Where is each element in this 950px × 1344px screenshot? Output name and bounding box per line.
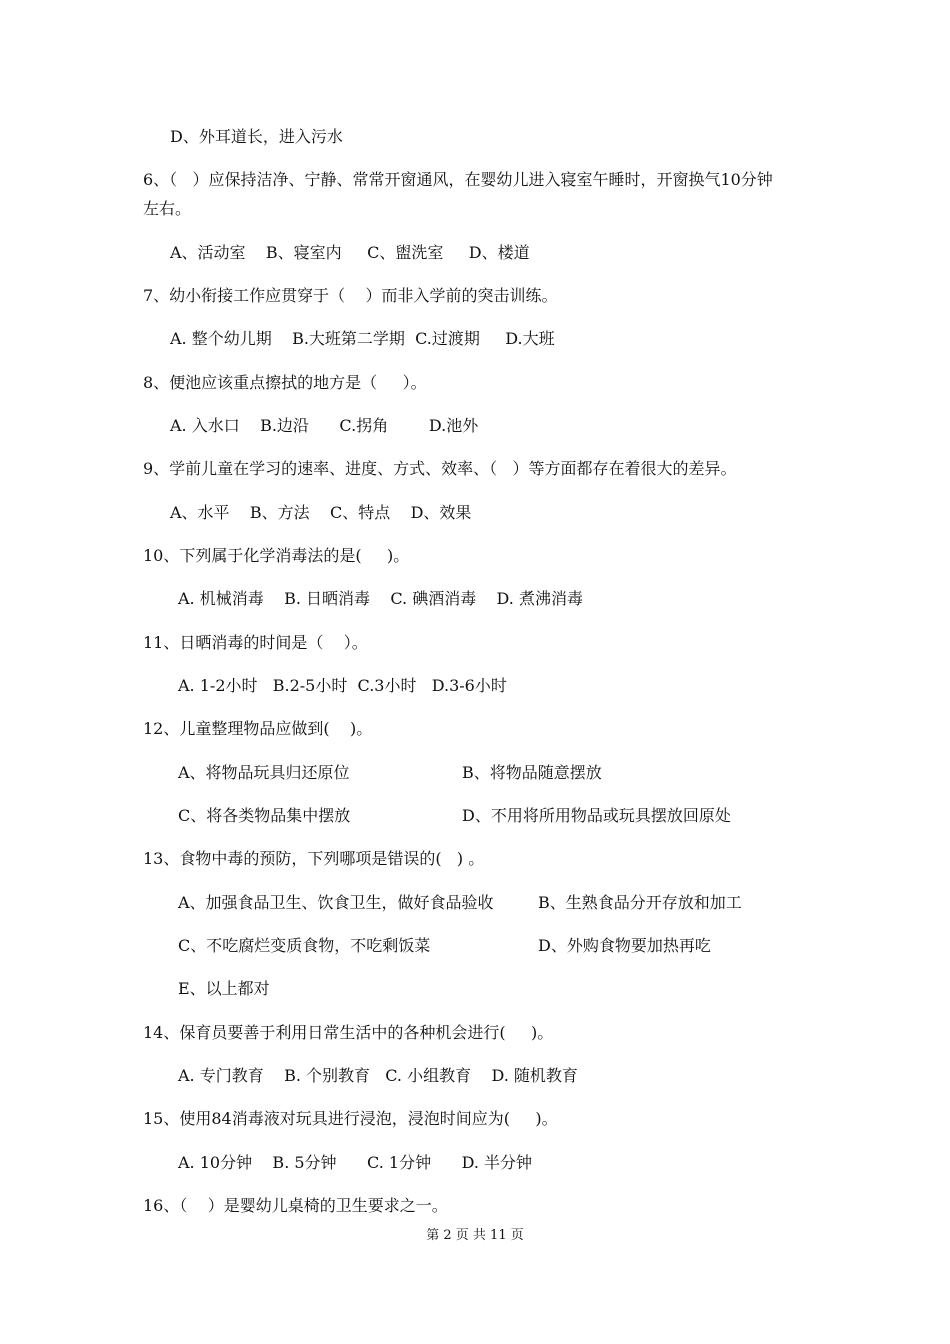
- question-10-options: A. 机械消毒 B. 日晒消毒 C. 碘酒消毒 D. 煮沸消毒: [178, 589, 583, 608]
- option-a: A、加强食品卫生、饮食卫生，做好食品验收: [178, 893, 494, 912]
- question-10: 10、下列属于化学消毒法的是( )。: [143, 546, 410, 565]
- question-8: 8、便池应该重点擦拭的地方是（ ）。: [143, 373, 427, 392]
- option-c: C、将各类物品集中摆放: [178, 806, 351, 825]
- question-13-options-row-2: [178, 933, 950, 959]
- question-7-options: A. 整个幼儿期 B.大班第二学期 C.过渡期 D.大班: [170, 329, 555, 348]
- question-16: 16、（ ）是婴幼儿桌椅的卫生要求之一。: [143, 1196, 448, 1215]
- question-11: 11、日晒消毒的时间是（ ）。: [143, 633, 368, 652]
- question-12-options-row-2: [178, 803, 950, 829]
- question-15-options: A. 10分钟 B. 5分钟 C. 1分钟 D. 半分钟: [178, 1153, 533, 1172]
- question-13-options-row-1: [178, 890, 950, 916]
- question-13: 13、食物中毒的预防，下列哪项是错误的( ) 。: [143, 849, 485, 868]
- option-a: A、将物品玩具归还原位: [178, 763, 350, 782]
- question-6-line-1: 6、（ ）应保持洁净、宁静、常常开窗通风，在婴幼儿进入寝室午睡时，开窗换气10分钟: [143, 170, 773, 189]
- page-footer: 第 2 页 共 11 页: [426, 1228, 524, 1243]
- option-b: B、生熟食品分开存放和加工: [538, 893, 742, 912]
- question-15: 15、使用84消毒液对玩具进行浸泡，浸泡时间应为( )。: [143, 1109, 558, 1128]
- question-12: 12、儿童整理物品应做到( )。: [143, 719, 373, 738]
- question-12-options-row-1: [178, 760, 950, 786]
- question-9-options: A、水平 B、方法 C、特点 D、效果: [170, 503, 472, 522]
- option-d: D、外购食物要加热再吃: [538, 936, 711, 955]
- question-14-options: A. 专门教育 B. 个别教育 C. 小组教育 D. 随机教育: [178, 1066, 578, 1085]
- question-7: 7、幼小衔接工作应贯穿于（ ）而非入学前的突击训练。: [143, 286, 558, 305]
- option-b: B、将物品随意摆放: [462, 763, 602, 782]
- question-13-option-e: E、以上都对: [178, 979, 270, 998]
- question-11-options: A. 1-2小时 B.2-5小时 C.3小时 D.3-6小时: [178, 676, 507, 695]
- option-c: C、不吃腐烂变质食物，不吃剩饭菜: [178, 936, 431, 955]
- question-6-options: A、活动室 B、寝室内 C、盥洗室 D、楼道: [170, 243, 530, 262]
- option-d: D、不用将所用物品或玩具摆放回原处: [462, 806, 731, 825]
- question-6-line-2: 左右。: [143, 199, 192, 218]
- question-8-options: A. 入水口 B.边沿 C.拐角 D.池外: [170, 416, 479, 435]
- question-9: 9、学前儿童在学习的速率、进度、方式、效率、（ ）等方面都存在着很大的差异。: [143, 459, 737, 478]
- q5-option-d: D、外耳道长，进入污水: [170, 127, 343, 146]
- question-14: 14、保育员要善于利用日常生活中的各种机会进行( )。: [143, 1023, 554, 1042]
